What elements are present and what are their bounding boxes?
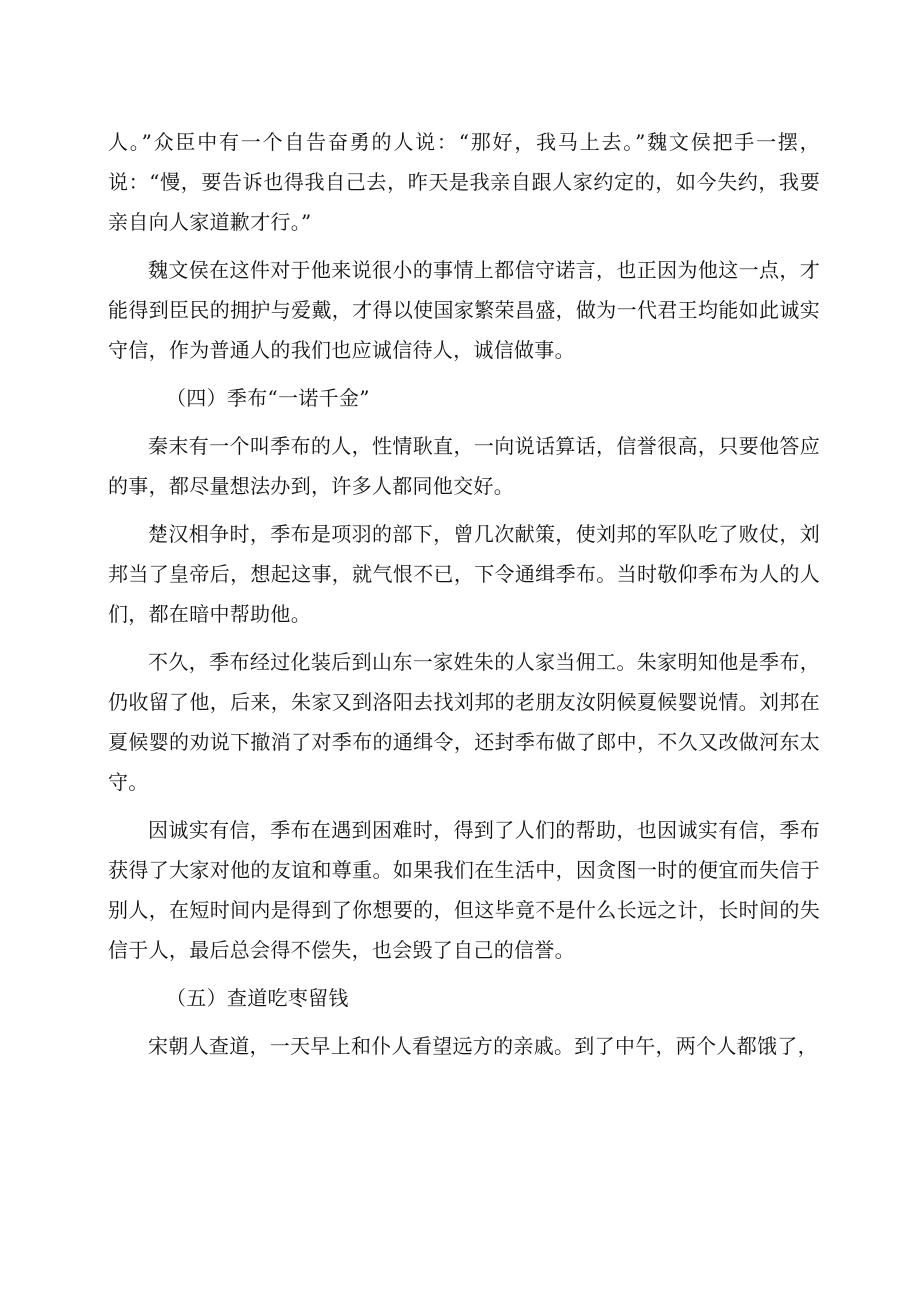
document-body xyxy=(108,122,820,1074)
paragraph-jibu-summary: 因诚实有信，季布在遇到困难时，得到了人们的帮助，也因诚实有信，季布获得了大家对他的友谊和尊重。如果我们在生活中，因贪图一时的便宜而失信于别人，在短时间内是得到了你想要的，但这毕竟不是什么长远之计，长时间的失信于人，最后总会得不偿失，也会毁了自己的信誉。 xyxy=(108,818,820,962)
paragraph-continuation: 人。”众臣中有一个自告奋勇的人说：“那好，我马上去。”魏文侯把手一摆，说：“慢，要告诉也得我自己去，昨天是我亲自跟人家约定的，如今失约，我要亲自向人家道歉才行。” xyxy=(108,130,820,234)
section-heading-4: （四）季布“一诺千金” xyxy=(166,386,370,410)
section-heading-5: （五）查道吃枣留钱 xyxy=(166,986,349,1010)
paragraph-zhu-family: 不久，季布经过化装后到山东一家姓朱的人家当佣工。朱家明知他是季布，仍收留了他，后来，朱家又到洛阳去找刘邦的老朋友汝阴候夏候婴说情。刘邦在夏候婴的劝说下撤消了对季布的通缉令，还封季布做了郎中，不久又改做河东太守。 xyxy=(108,650,820,794)
paragraph-zha-dao: 宋朝人查道，一天早上和仆人看望远方的亲戚。到了中午，两个人都饿了， xyxy=(148,1034,818,1058)
paragraph-jibu-intro: 秦末有一个叫季布的人，性情耿直，一向说话算话，信誉很高，只要他答应的事，都尽量想法办到，许多人都同他交好。 xyxy=(108,434,820,498)
paragraph-chu-han: 楚汉相争时，季布是项羽的部下，曾几次献策，使刘邦的军队吃了败仗，刘邦当了皇帝后，想起这事，就气恨不已，下令通缉季布。当时敬仰季布为人的人们，都在暗中帮助他。 xyxy=(108,522,820,626)
paragraph-wei-wenhou-summary: 魏文侯在这件对于他来说很小的事情上都信守诺言，也正因为他这一点，才能得到臣民的拥护与爱戴，才得以使国家繁荣昌盛，做为一代君王均能如此诚实守信，作为普通人的我们也应诚信待人，诚信做事。 xyxy=(108,258,820,362)
